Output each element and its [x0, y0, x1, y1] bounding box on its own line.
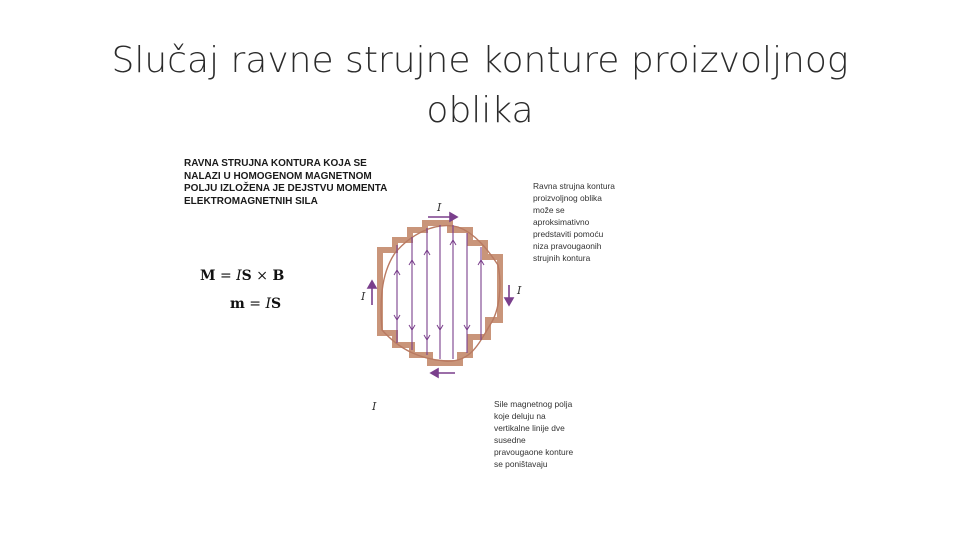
moment-symbol: m [230, 296, 245, 312]
title-line-1: Slučaj ravne strujne konture proizvoljnog [111, 40, 849, 81]
moment-formula [230, 296, 281, 312]
area-vector-symbol: S [271, 296, 282, 312]
note-line: koje deluju na [494, 411, 546, 421]
current-label-top: I [437, 201, 442, 214]
equals-sign: = [244, 296, 266, 312]
equals-sign: = [215, 268, 237, 284]
title-line-2: oblika [426, 90, 534, 131]
cross-product-sign: × [251, 268, 273, 284]
torque-formula [200, 268, 284, 284]
heading-line-2: NALAZI U HOMOGENOM MAGNETNOM [184, 170, 372, 182]
heading-line-1: RAVNA STRUJNA KONTURA KOJA SE [184, 158, 367, 169]
note-line: susedne [494, 435, 526, 445]
field-symbol: B [272, 268, 285, 284]
note-line: pravougaone konture [494, 447, 574, 457]
approximation-note [533, 180, 615, 264]
current-label-right: I [517, 284, 522, 297]
heading-line-3: POLJU IZLOŽENA JE DEJSTVU MOMENTA [184, 183, 388, 194]
note-line: niza pravougaonih [533, 241, 602, 251]
note-line: strujnih kontura [533, 253, 591, 263]
current-label-bottom: I [372, 400, 377, 413]
note-line: proizvoljnog oblika [533, 193, 602, 203]
torque-symbol: M [200, 268, 216, 284]
current-symbol: I [236, 268, 242, 284]
current-arrowheads [394, 240, 484, 340]
note-line: aproksimativno [533, 217, 590, 227]
note-line: vertikalne linije dve [494, 423, 565, 433]
slide-title [80, 36, 880, 136]
current-symbol: I [265, 296, 271, 312]
note-line: predstaviti pomoću [533, 229, 604, 239]
heading-line-4: ELEKTROMAGNETNIH SILA [184, 195, 318, 207]
note-line: može se [533, 205, 565, 215]
area-vector-symbol: S [241, 268, 252, 284]
note-line: Sile magnetnog polja [494, 399, 573, 409]
current-label-left: I [361, 290, 366, 303]
force-cancellation-note [494, 398, 573, 470]
note-line: se poništavaju [494, 459, 548, 469]
note-line: Ravna strujna kontura [533, 181, 615, 191]
